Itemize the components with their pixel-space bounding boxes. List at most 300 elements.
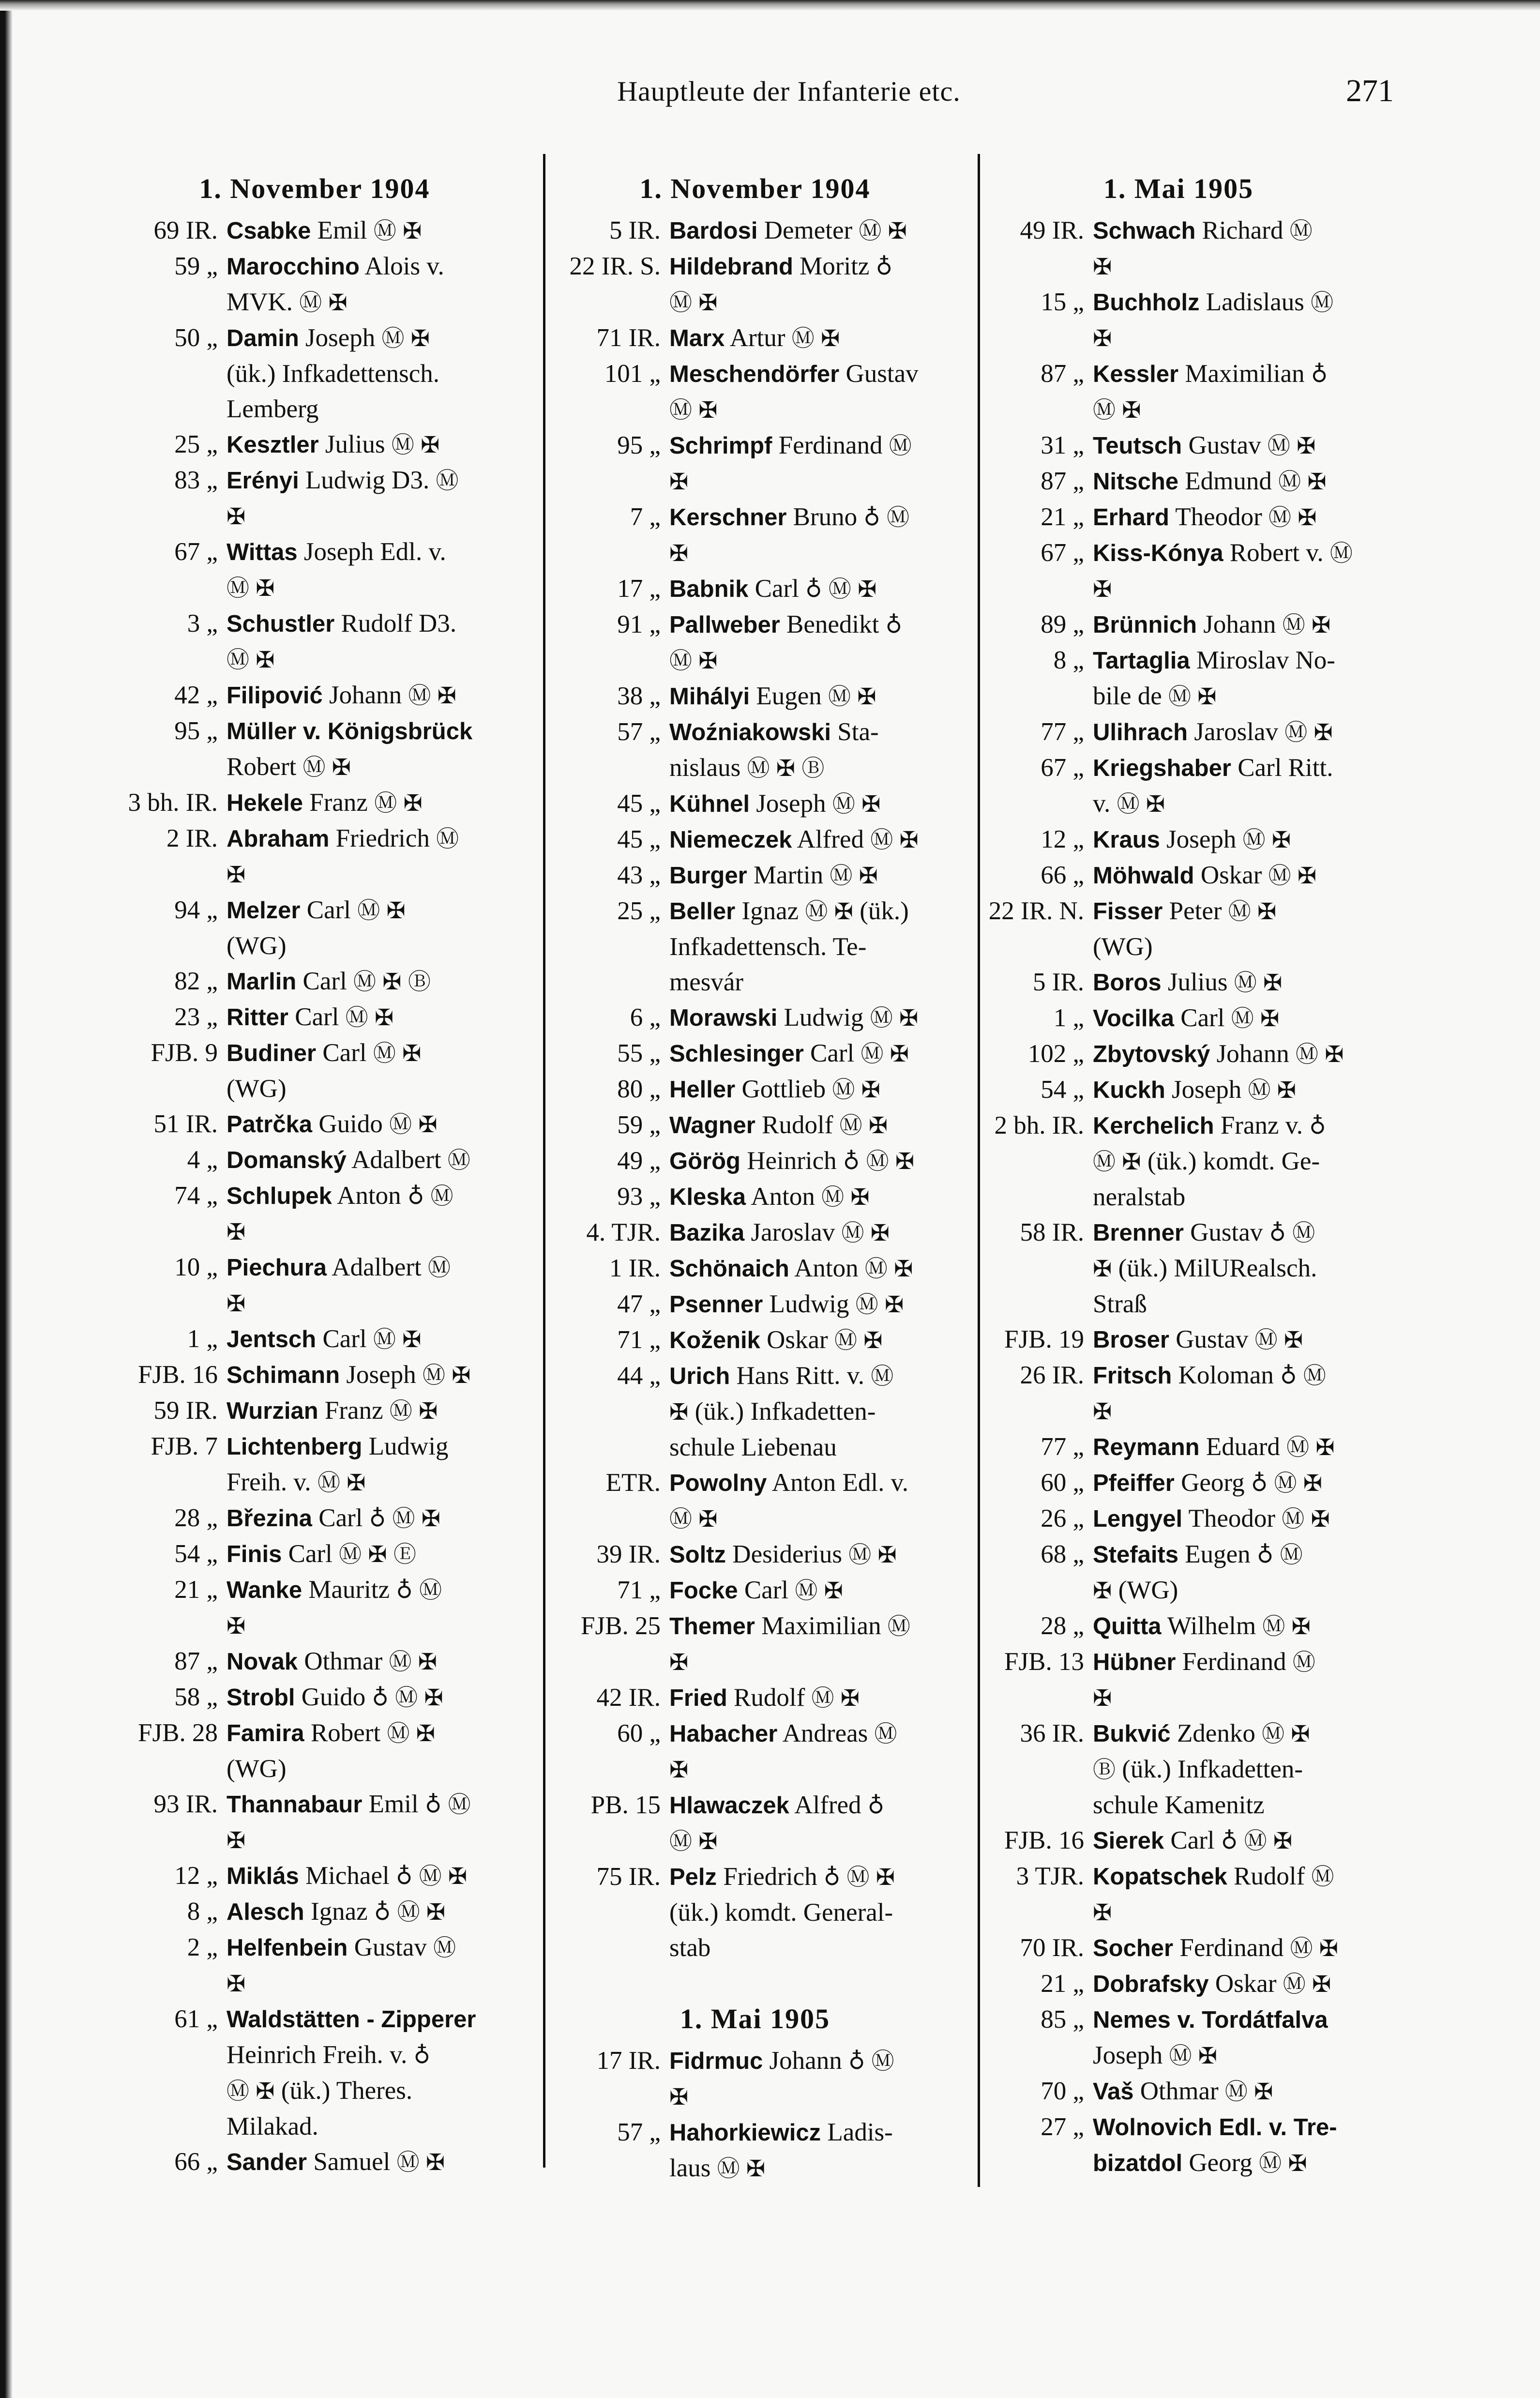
officer-details: Friedrich ♁ Ⓜ ✠ (ük.) komdt. General- stab bbox=[669, 1863, 895, 1962]
officer-details: Theodor Ⓜ ✠ bbox=[1169, 503, 1317, 531]
decoration-symbol-icon: Ⓜ bbox=[870, 1005, 893, 1032]
officer-entry bbox=[97, 1178, 532, 1250]
officer-text bbox=[669, 822, 968, 858]
officer-surname: Kerchelich bbox=[1093, 1113, 1214, 1139]
officer-text bbox=[226, 213, 532, 249]
officer-details: Wilhelm Ⓜ ✠ bbox=[1161, 1612, 1311, 1640]
officer-text bbox=[226, 1858, 532, 1894]
officer-text bbox=[226, 427, 532, 463]
regiment-number: 3 bh. IR. bbox=[128, 789, 218, 817]
regiment-number: 43 „ bbox=[617, 861, 661, 889]
officer-text bbox=[226, 785, 532, 821]
decoration-symbol-icon: Ⓜ bbox=[747, 755, 770, 782]
regiment-number: 69 IR. bbox=[153, 216, 218, 244]
regiment-number: 71 IR. bbox=[596, 324, 661, 352]
officer-entry bbox=[97, 2144, 532, 2180]
decoration-symbol-icon: ✠ bbox=[256, 575, 275, 602]
officer-text bbox=[669, 2115, 968, 2186]
officer-surname: Zbytovský bbox=[1093, 1041, 1210, 1067]
decoration-symbol-icon: ✠ bbox=[1197, 683, 1217, 710]
officer-details: Alfred ♁ Ⓜ ✠ bbox=[669, 1791, 885, 1855]
officer-details: Othmar Ⓜ ✠ bbox=[298, 1647, 438, 1675]
officer-details: Carl ♁ Ⓜ ✠ bbox=[748, 575, 877, 603]
officer-surname: Marx bbox=[669, 325, 725, 351]
officer-surname: Marlin bbox=[226, 969, 297, 995]
officer-entry bbox=[542, 2043, 968, 2115]
officer-entry bbox=[542, 428, 968, 500]
officer-details: Gustav Ⓜ ✠ bbox=[669, 360, 919, 424]
regiment-number: 44 „ bbox=[617, 1362, 661, 1390]
officer-details: Carl Ⓜ ✠ bbox=[316, 1325, 422, 1353]
officer-text bbox=[669, 1108, 968, 1143]
officer-surname: Thannabaur bbox=[226, 1791, 362, 1818]
officer-surname: Wittas bbox=[226, 539, 298, 565]
decoration-symbol-icon: ✠ bbox=[857, 683, 876, 710]
officer-text bbox=[1093, 213, 1391, 285]
officer-surname: Březina bbox=[226, 1505, 313, 1532]
decoration-symbol-icon: ♁ bbox=[1311, 361, 1328, 388]
officer-entry bbox=[97, 1644, 532, 1680]
officer-surname: Hekele bbox=[226, 790, 303, 816]
decoration-symbol-icon: ♁ bbox=[885, 612, 903, 638]
officer-entry bbox=[966, 1429, 1391, 1465]
regiment-number: 58 „ bbox=[174, 1683, 218, 1711]
officer-entry bbox=[97, 320, 532, 427]
officer-details: Friedrich Ⓜ ✠ bbox=[226, 824, 459, 888]
officer-text bbox=[1093, 1036, 1391, 1072]
decoration-symbol-icon: ✠ bbox=[418, 1649, 438, 1675]
regiment-number: 59 „ bbox=[617, 1111, 661, 1139]
officer-text bbox=[669, 1036, 968, 1072]
decoration-symbol-icon: Ⓜ bbox=[387, 1720, 410, 1747]
officer-text bbox=[1093, 1001, 1391, 1036]
regiment-number: 71 „ bbox=[617, 1576, 661, 1604]
decoration-symbol-icon: Ⓜ bbox=[887, 1613, 910, 1640]
officer-details: Rudolf Ⓜ ✠ bbox=[1093, 1862, 1334, 1926]
regiment-number: 67 „ bbox=[1041, 754, 1084, 782]
officer-details: Joseph Edl. v. Ⓜ ✠ bbox=[226, 538, 446, 602]
officer-surname: Urich bbox=[669, 1363, 730, 1389]
officer-text bbox=[669, 1143, 968, 1179]
officer-entry bbox=[542, 1680, 968, 1716]
officer-details: Gustav ♁ Ⓜ ✠ (ük.) MilURealsch. Straß bbox=[1093, 1218, 1317, 1318]
officer-details: Julius Ⓜ ✠ bbox=[1161, 968, 1283, 996]
decoration-symbol-icon: ✠ bbox=[328, 289, 347, 316]
officer-entry bbox=[966, 894, 1391, 965]
decoration-symbol-icon: Ⓜ bbox=[828, 576, 851, 603]
regiment-number: 28 „ bbox=[174, 1504, 218, 1532]
decoration-symbol-icon: Ⓜ bbox=[1248, 1077, 1271, 1104]
officer-details: Guido Ⓜ ✠ bbox=[312, 1110, 438, 1138]
running-head: Hauptleute der Infanterie etc. bbox=[617, 76, 961, 107]
officer-surname: Patrčka bbox=[226, 1111, 313, 1138]
officer-surname: Broser bbox=[1093, 1327, 1169, 1353]
officer-surname: Kraus bbox=[1093, 827, 1160, 853]
officer-text bbox=[1093, 1859, 1391, 1930]
officer-surname: Teutsch bbox=[1093, 433, 1182, 459]
regiment-number: 70 IR. bbox=[1020, 1934, 1084, 1962]
decoration-symbol-icon: ✠ bbox=[1314, 719, 1333, 746]
officer-surname: Kesztler bbox=[226, 432, 319, 458]
officer-details: Oskar Ⓜ ✠ bbox=[760, 1326, 883, 1354]
officer-text bbox=[226, 1429, 532, 1501]
decoration-symbol-icon: Ⓜ bbox=[1290, 1935, 1313, 1962]
officer-entry bbox=[966, 643, 1391, 714]
officer-surname: Sierek bbox=[1093, 1828, 1164, 1854]
officer-text bbox=[226, 1715, 532, 1787]
officer-details: Peter Ⓜ ✠ (WG) bbox=[1093, 897, 1277, 961]
regiment-number: 54 „ bbox=[174, 1540, 218, 1568]
decoration-symbol-icon: ✠ bbox=[1093, 576, 1112, 603]
regiment-number: 3 „ bbox=[187, 609, 218, 637]
regiment-number: 8 „ bbox=[1053, 646, 1084, 674]
officer-text bbox=[669, 571, 968, 607]
officer-details: Eduard Ⓜ ✠ bbox=[1199, 1433, 1335, 1461]
decoration-symbol-icon: ✠ bbox=[1093, 325, 1112, 352]
decoration-symbol-icon: Ⓜ bbox=[1292, 1649, 1315, 1676]
officer-details: Samuel Ⓜ ✠ bbox=[307, 2148, 445, 2176]
officer-entry bbox=[542, 571, 968, 607]
regiment-number: 55 „ bbox=[617, 1039, 661, 1067]
officer-text bbox=[226, 249, 532, 320]
decoration-symbol-icon: ✠ bbox=[669, 540, 689, 567]
regiment-number: 28 „ bbox=[1041, 1612, 1084, 1640]
officer-surname: Fried bbox=[669, 1685, 727, 1711]
officer-surname: Koženik bbox=[669, 1327, 760, 1353]
decoration-symbol-icon: Ⓜ bbox=[391, 432, 414, 458]
decoration-symbol-icon: Ⓜ bbox=[1259, 2150, 1282, 2177]
officer-surname: Meschendörfer bbox=[669, 361, 840, 387]
officer-entry bbox=[97, 1250, 532, 1321]
officer-text bbox=[669, 500, 968, 571]
regiment-number: 1 „ bbox=[187, 1325, 218, 1353]
decoration-symbol-icon: Ⓜ bbox=[1244, 1828, 1267, 1854]
officer-surname: Boros bbox=[1093, 970, 1162, 996]
officer-text bbox=[1093, 1358, 1391, 1429]
officer-surname: Helfenbein bbox=[226, 1935, 348, 1961]
officer-details: Julius Ⓜ ✠ bbox=[318, 430, 440, 458]
decoration-symbol-icon: Ⓜ bbox=[345, 1004, 368, 1031]
officer-details: Benedikt ♁ Ⓜ ✠ bbox=[669, 610, 903, 674]
officer-entry bbox=[966, 2002, 1391, 2074]
decoration-symbol-icon: Ⓜ bbox=[669, 397, 692, 424]
officer-text bbox=[1093, 1322, 1391, 1358]
officer-text bbox=[669, 1573, 968, 1609]
officer-text bbox=[226, 1930, 532, 2002]
decoration-symbol-icon: Ⓜ bbox=[1286, 1434, 1310, 1461]
promotion-date-heading: 1. November 1904 bbox=[199, 173, 430, 204]
regiment-number: FJB. 16 bbox=[1004, 1826, 1084, 1854]
officer-details: Ladis- laus Ⓜ ✠ bbox=[669, 2118, 893, 2182]
decoration-symbol-icon: ✠ bbox=[870, 1220, 890, 1246]
decoration-symbol-icon: ✠ bbox=[1093, 1256, 1112, 1282]
regiment-number: 7 „ bbox=[630, 503, 661, 531]
officer-entry bbox=[966, 285, 1391, 356]
decoration-symbol-icon: Ⓜ bbox=[226, 647, 249, 673]
decoration-symbol-icon: ✠ bbox=[1093, 1398, 1112, 1425]
officer-text bbox=[226, 606, 532, 678]
officer-surname: Nemes v. Tordátfalva bbox=[1093, 2007, 1328, 2033]
officer-text bbox=[226, 1250, 532, 1321]
officer-text bbox=[1093, 1072, 1391, 1108]
officer-surname: Fidrmuc bbox=[669, 2048, 763, 2074]
officer-surname: Kessler bbox=[1093, 361, 1179, 387]
decoration-symbol-icon: ✠ bbox=[1122, 1149, 1141, 1175]
officer-surname: Brünnich bbox=[1093, 612, 1197, 638]
officer-surname: Schrimpf bbox=[669, 433, 772, 459]
regiment-number: 74 „ bbox=[174, 1182, 218, 1210]
officer-surname: Görög bbox=[669, 1148, 740, 1174]
officer-surname: Buchholz bbox=[1093, 289, 1200, 316]
regiment-number: 22 IR. N. bbox=[988, 897, 1084, 925]
regiment-number: 38 „ bbox=[617, 682, 661, 710]
decoration-symbol-icon: ✠ bbox=[834, 898, 854, 925]
officer-details: Alfred Ⓜ ✠ bbox=[792, 825, 919, 853]
officer-entry bbox=[542, 1859, 968, 1966]
officer-entry bbox=[542, 1573, 968, 1609]
regiment-number: 91 „ bbox=[617, 610, 661, 638]
promotion-date-heading: 1. Mai 1905 bbox=[679, 2003, 830, 2034]
regiment-number: 42 IR. bbox=[596, 1684, 661, 1712]
officer-details: Guido ♁ Ⓜ ✠ bbox=[295, 1683, 443, 1711]
officer-details: Richard Ⓜ ✠ bbox=[1093, 216, 1313, 280]
decoration-symbol-icon: ✠ bbox=[698, 397, 718, 424]
regiment-number: FJB. 28 bbox=[138, 1719, 218, 1747]
regiment-number: 68 „ bbox=[1041, 1540, 1084, 1568]
officer-surname: Ritter bbox=[226, 1004, 288, 1031]
decoration-symbol-icon: ✠ bbox=[403, 218, 422, 244]
decoration-symbol-icon: ✠ bbox=[877, 1542, 897, 1568]
decoration-symbol-icon: ✠ bbox=[1297, 433, 1316, 459]
officer-text bbox=[226, 964, 532, 1000]
decoration-symbol-icon: ♁ bbox=[1309, 1113, 1326, 1139]
decoration-symbol-icon: Ⓜ bbox=[717, 2155, 740, 2182]
decoration-symbol-icon: Ⓜ bbox=[839, 1112, 862, 1139]
officer-surname: Piechura bbox=[226, 1255, 327, 1281]
regiment-number: 8 „ bbox=[187, 1897, 218, 1926]
officer-text bbox=[1093, 1537, 1391, 1609]
decoration-symbol-icon: Ⓜ bbox=[1292, 1220, 1315, 1246]
officer-entry bbox=[542, 1609, 968, 1680]
regiment-number: 17 „ bbox=[617, 575, 661, 603]
regiment-number: 50 „ bbox=[174, 324, 218, 352]
officer-surname: Budiner bbox=[226, 1040, 317, 1066]
officer-entry bbox=[966, 1716, 1391, 1823]
officer-surname: Erényi bbox=[226, 468, 299, 494]
regiment-number: 21 „ bbox=[1041, 503, 1084, 531]
decoration-symbol-icon: ✠ bbox=[1291, 1721, 1310, 1747]
regiment-number: 4 „ bbox=[187, 1146, 218, 1174]
officer-details: Ignaz ♁ Ⓜ ✠ bbox=[304, 1897, 446, 1926]
officer-text bbox=[226, 1035, 532, 1107]
officer-details: Joseph Ⓜ ✠ bbox=[340, 1361, 471, 1389]
regiment-number: ETR. bbox=[605, 1469, 661, 1497]
decoration-symbol-icon: ✠ bbox=[1325, 1041, 1344, 1068]
officer-surname: Kriegshaber bbox=[1093, 755, 1231, 781]
officer-text bbox=[669, 249, 968, 320]
decoration-symbol-icon: ✠ bbox=[226, 862, 246, 888]
officer-entry bbox=[97, 1357, 532, 1393]
decoration-symbol-icon: ♁ bbox=[863, 504, 880, 531]
regiment-number: 93 IR. bbox=[153, 1790, 218, 1818]
decoration-symbol-icon: ✠ bbox=[448, 1863, 468, 1890]
officer-text bbox=[669, 1358, 968, 1465]
decoration-symbol-icon: Ⓜ bbox=[669, 1828, 692, 1855]
decoration-symbol-icon: ✠ bbox=[1146, 791, 1165, 818]
regiment-number: PB. 15 bbox=[590, 1791, 661, 1819]
officer-surname: Melzer bbox=[226, 897, 301, 924]
officer-surname: Müller v. Königsbrück bbox=[226, 718, 473, 744]
officer-details: Zdenko Ⓜ ✠ Ⓑ (ük.) Infkadetten- schule Kamenitz bbox=[1093, 1719, 1310, 1819]
officer-entry bbox=[542, 1287, 968, 1322]
regiment-number: 66 „ bbox=[1041, 861, 1084, 889]
officer-text bbox=[669, 786, 968, 822]
decoration-symbol-icon: ✠ bbox=[746, 2155, 766, 2182]
officer-text bbox=[1093, 2110, 1391, 2181]
decoration-symbol-icon: Ⓜ bbox=[389, 1649, 412, 1675]
regiment-number: 83 „ bbox=[174, 466, 218, 494]
officer-surname: Wanke bbox=[226, 1577, 302, 1603]
officer-text bbox=[226, 1572, 532, 1644]
decoration-symbol-icon: Ⓜ bbox=[866, 1148, 889, 1175]
officer-surname: Lengyel bbox=[1093, 1506, 1183, 1532]
regiment-number: 49 IR. bbox=[1020, 216, 1084, 244]
promotion-date-heading: 1. November 1904 bbox=[639, 173, 871, 204]
decoration-symbol-icon: ✠ bbox=[1283, 1327, 1303, 1353]
officer-entry bbox=[542, 679, 968, 714]
officer-text bbox=[1093, 1501, 1391, 1537]
officer-surname: Babnik bbox=[669, 576, 749, 602]
officer-details: Anton Ⓜ ✠ bbox=[789, 1254, 913, 1282]
officer-text bbox=[226, 1142, 532, 1178]
officer-text bbox=[226, 1178, 532, 1250]
decoration-symbol-icon: ✠ bbox=[1263, 970, 1283, 996]
decoration-symbol-icon: ✠ bbox=[1277, 1077, 1297, 1104]
decoration-symbol-icon: ✠ bbox=[374, 1004, 394, 1031]
officer-details: Carl Ⓜ ✠ (WG) bbox=[226, 1039, 422, 1103]
regiment-number: 87 „ bbox=[1041, 360, 1084, 388]
decoration-symbol-icon: ✠ bbox=[226, 1971, 246, 1997]
regiment-number: 60 „ bbox=[617, 1719, 661, 1747]
decoration-symbol-icon: ♁ bbox=[374, 1899, 391, 1926]
officer-entry bbox=[542, 858, 968, 894]
regiment-number: 25 „ bbox=[174, 430, 218, 458]
decoration-symbol-icon: ✠ bbox=[368, 1541, 387, 1568]
officer-entry bbox=[542, 1036, 968, 1072]
officer-entry bbox=[542, 2115, 968, 2186]
decoration-symbol-icon: Ⓜ bbox=[392, 1505, 415, 1532]
regiment-number: 66 „ bbox=[174, 2148, 218, 2176]
regiment-number: 21 „ bbox=[174, 1576, 218, 1604]
decoration-symbol-icon: Ⓜ bbox=[791, 325, 815, 352]
decoration-symbol-icon: Ⓜ bbox=[1329, 540, 1353, 567]
decoration-symbol-icon: Ⓜ bbox=[1311, 1864, 1334, 1890]
decoration-symbol-icon: Ⓜ bbox=[871, 2048, 894, 2075]
officer-entry bbox=[966, 500, 1391, 535]
officer-text bbox=[669, 1251, 968, 1287]
officer-details: Johann Ⓜ ✠ bbox=[322, 681, 457, 709]
officer-surname: Alesch bbox=[226, 1899, 304, 1925]
officer-details: Bruno ♁ Ⓜ ✠ bbox=[669, 503, 910, 567]
officer-surname: Kleska bbox=[669, 1184, 746, 1210]
officer-text bbox=[669, 858, 968, 894]
officer-details: Anton Ⓜ ✠ bbox=[746, 1183, 870, 1211]
decoration-symbol-icon: Ⓜ bbox=[373, 1326, 396, 1353]
officer-entry bbox=[542, 1716, 968, 1788]
decoration-symbol-icon: Ⓜ bbox=[841, 1220, 864, 1246]
officer-surname: Filipović bbox=[226, 683, 323, 709]
regiment-number: 1 „ bbox=[1053, 1004, 1084, 1032]
officer-details: Artur Ⓜ ✠ bbox=[725, 324, 840, 352]
decoration-symbol-icon: ✠ bbox=[402, 1040, 422, 1067]
regiment-number: 85 „ bbox=[1041, 2005, 1084, 2034]
regiment-number: 3 TJR. bbox=[1016, 1862, 1084, 1890]
regiment-number: 5 IR. bbox=[1033, 968, 1084, 996]
officer-text bbox=[1093, 500, 1391, 535]
officer-entry bbox=[97, 1930, 532, 2002]
officer-surname: Kerschner bbox=[669, 504, 787, 531]
officer-entry bbox=[966, 1644, 1391, 1716]
officer-details: Ferdinand Ⓜ ✠ bbox=[1173, 1934, 1339, 1962]
officer-details: Emil ♁ Ⓜ ✠ bbox=[226, 1790, 471, 1854]
officer-details: Rudolf Ⓜ ✠ bbox=[727, 1684, 860, 1712]
officer-details: Ferdinand Ⓜ ✠ bbox=[1093, 1648, 1315, 1712]
officer-surname: Finis bbox=[226, 1541, 282, 1567]
decoration-symbol-icon: Ⓜ bbox=[389, 1111, 412, 1138]
officer-text bbox=[226, 821, 532, 893]
officer-details: Robert Ⓜ ✠ bbox=[226, 753, 351, 781]
decoration-symbol-icon: Ⓜ bbox=[1268, 504, 1292, 531]
officer-details: Anton ♁ Ⓜ ✠ bbox=[226, 1182, 453, 1245]
decoration-symbol-icon: ✠ bbox=[895, 1148, 915, 1175]
decoration-symbol-icon: ✠ bbox=[226, 1613, 246, 1639]
regiment-number: FJB. 16 bbox=[138, 1361, 218, 1389]
decoration-symbol-icon: ✠ bbox=[698, 289, 718, 316]
officer-text bbox=[669, 679, 968, 714]
decoration-symbol-icon: Ⓜ bbox=[1267, 433, 1290, 459]
officer-details: Carl Ritt. v. Ⓜ ✠ bbox=[1093, 754, 1333, 818]
officer-surname: Pelz bbox=[669, 1864, 717, 1890]
decoration-symbol-icon: Ⓜ bbox=[1303, 1363, 1326, 1389]
officer-text bbox=[1093, 1215, 1391, 1322]
regiment-number: 22 IR. S. bbox=[569, 252, 661, 280]
officer-details: Sta- nislaus Ⓜ ✠ Ⓑ bbox=[669, 718, 879, 782]
officer-details: Georg ♁ Ⓜ ✠ bbox=[1174, 1469, 1323, 1497]
decoration-symbol-icon: Ⓜ bbox=[861, 1041, 884, 1067]
decoration-symbol-icon: Ⓜ bbox=[1284, 719, 1308, 746]
officer-entry bbox=[97, 1858, 532, 1894]
officer-surname: Pallweber bbox=[669, 612, 780, 638]
decoration-symbol-icon: Ⓜ bbox=[357, 897, 380, 924]
officer-entry bbox=[542, 320, 968, 356]
officer-entry bbox=[542, 1179, 968, 1215]
decoration-symbol-icon: Ⓜ bbox=[848, 1542, 872, 1568]
officer-text bbox=[669, 894, 968, 1000]
regiment-number: 59 „ bbox=[174, 252, 218, 280]
decoration-symbol-icon: Ⓜ bbox=[1289, 218, 1313, 244]
decoration-symbol-icon: ✠ bbox=[416, 1720, 436, 1747]
officer-text bbox=[226, 2144, 532, 2180]
decoration-symbol-icon: Ⓜ bbox=[448, 1791, 471, 1818]
decoration-symbol-icon: ✠ bbox=[226, 503, 246, 530]
officer-text bbox=[226, 2002, 532, 2144]
officer-details: Ludwig Ⓜ ✠ bbox=[777, 1003, 919, 1032]
officer-entry bbox=[966, 1465, 1391, 1501]
officer-details: Joseph Ⓜ ✠ bbox=[750, 789, 881, 818]
officer-entry bbox=[97, 427, 532, 463]
decoration-symbol-icon: Ⓜ bbox=[795, 1578, 818, 1604]
regiment-number: 58 IR. bbox=[1020, 1218, 1084, 1246]
